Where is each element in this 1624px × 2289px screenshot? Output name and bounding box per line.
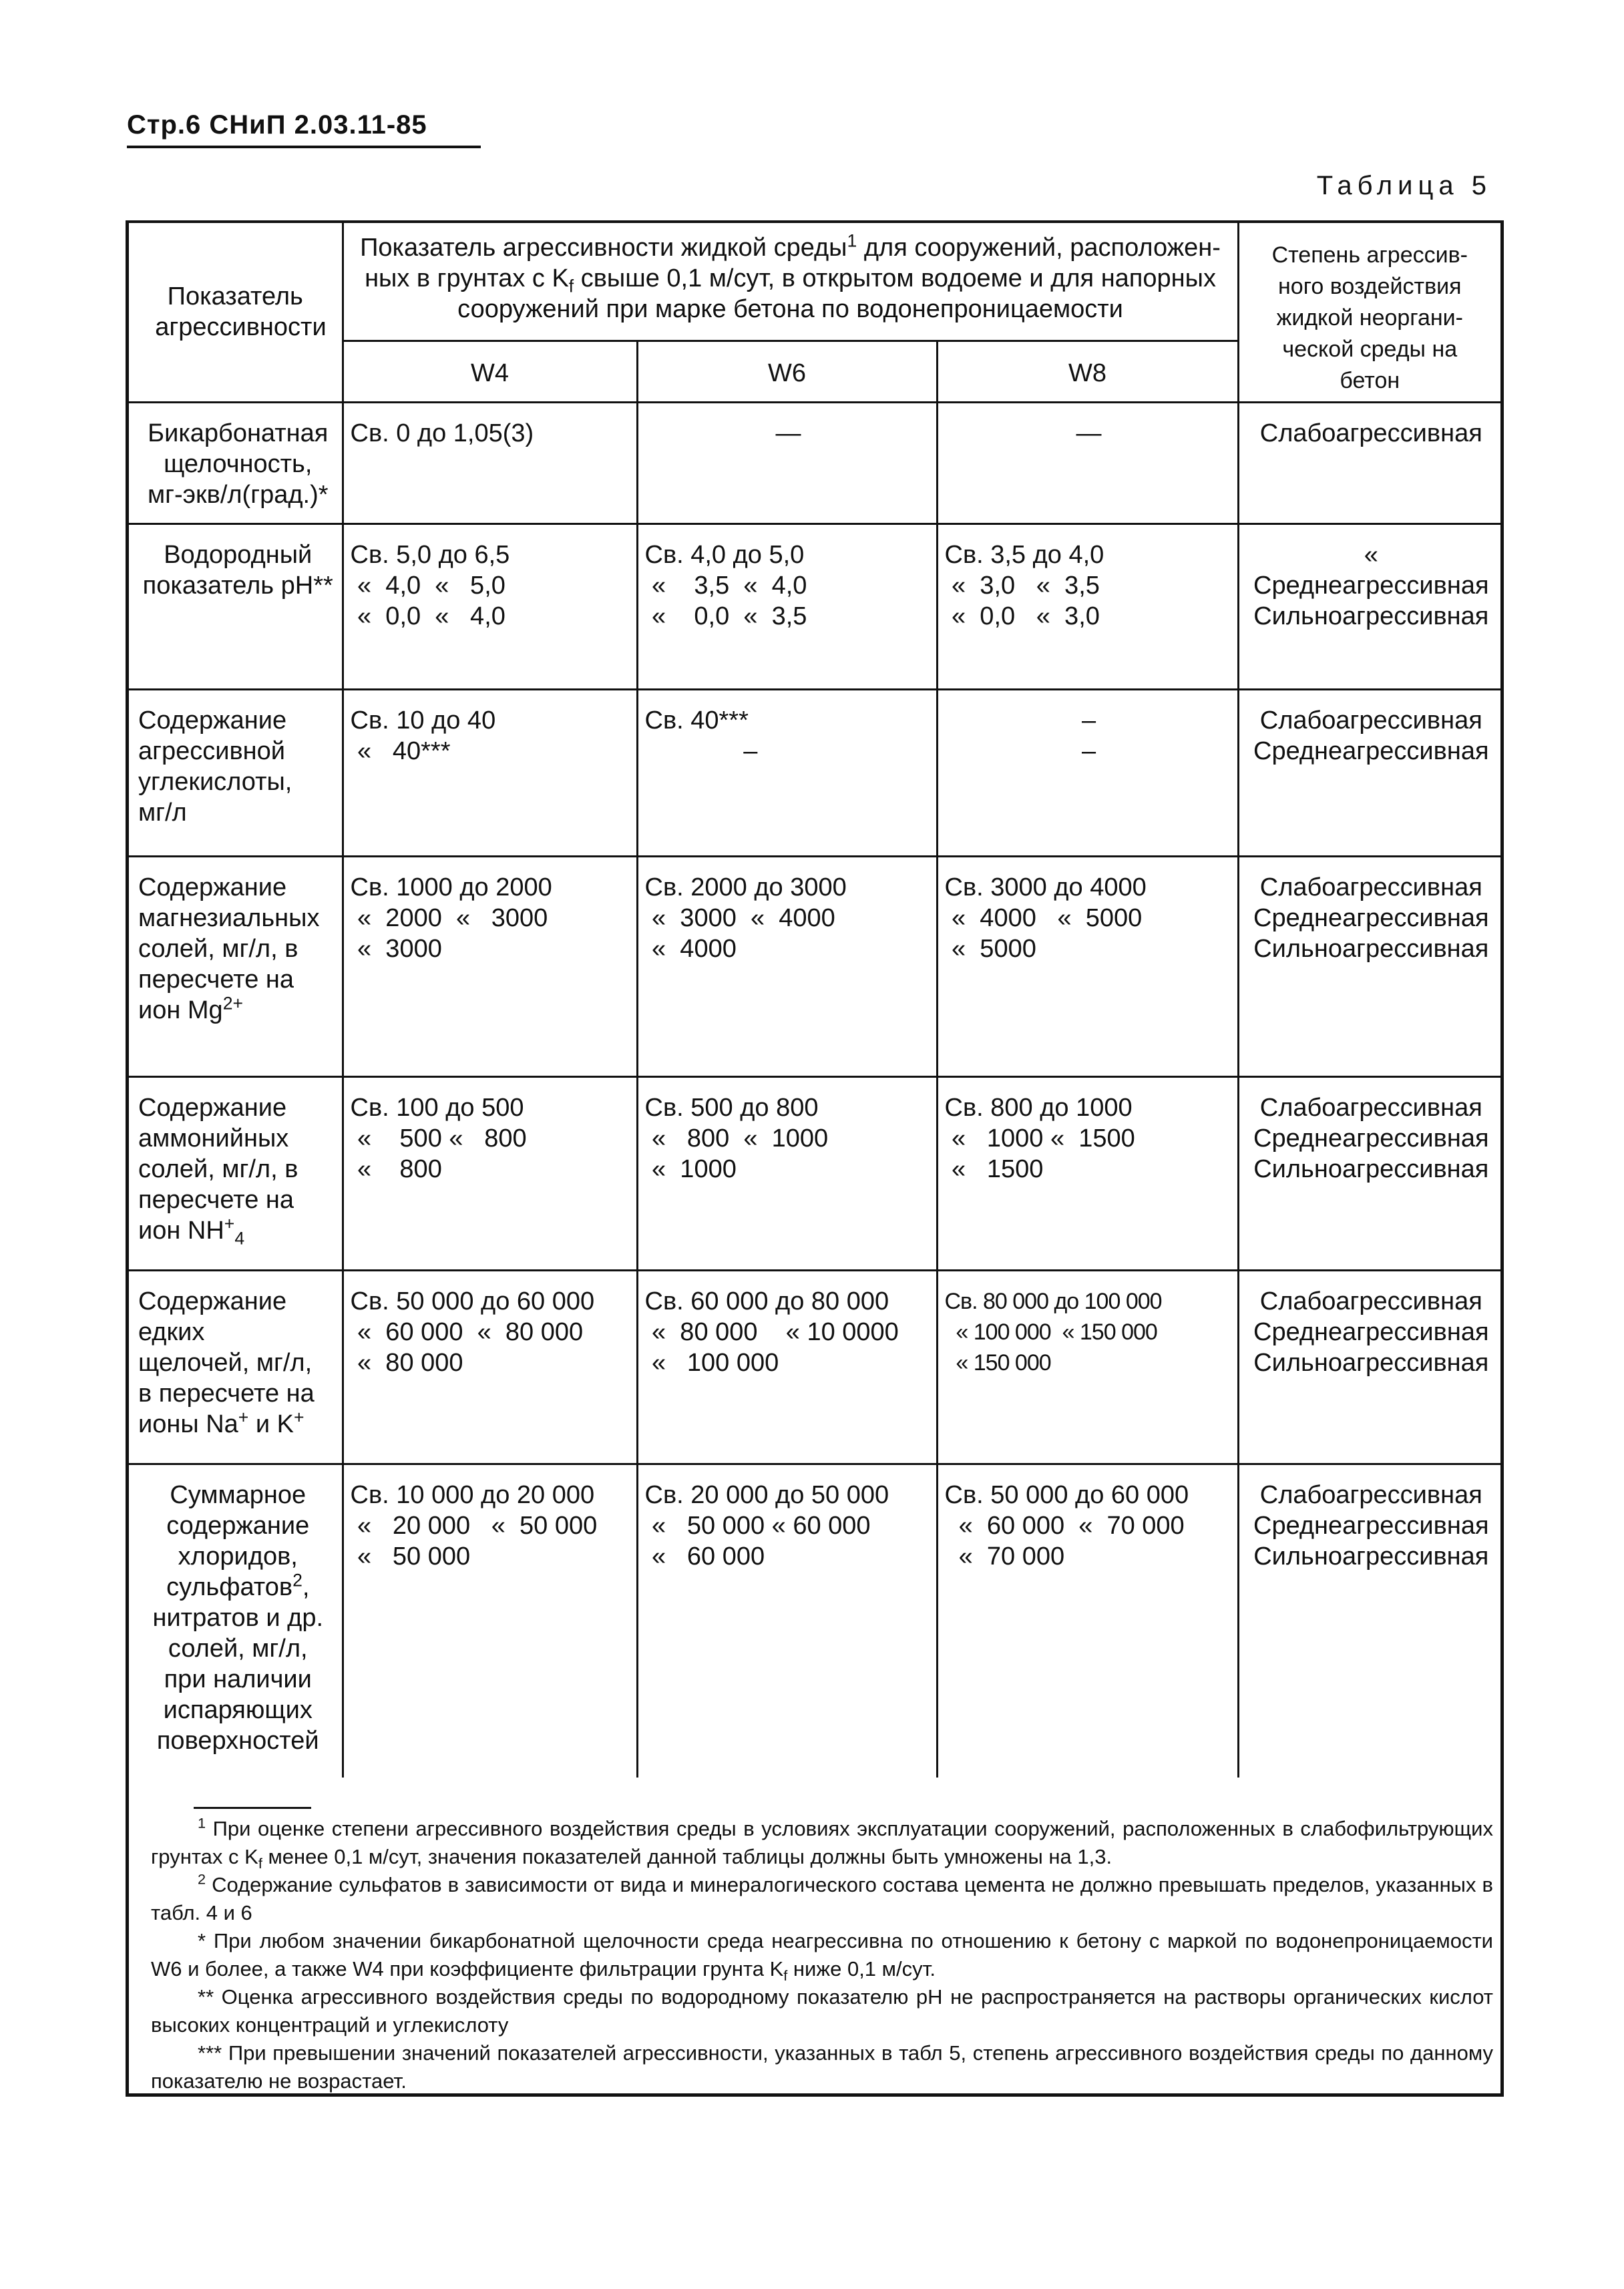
footnote-5-text: *** При превышении значений показателей агрессивности, указанных в табл 5, степень агрессивного воздействия среды по данному показателю не возрастает. — [151, 2041, 1493, 2093]
header-desc-sub: f — [568, 276, 574, 296]
footnote-1-text-a: При оценке степени агрессивного воздействия среды в условиях эксплуатации сооружений, расположенных в слабофильтрующих грунтах с K — [151, 1817, 1493, 1868]
cell-degree: « Среднеагрессивная Сильноагрессивная — [1238, 524, 1500, 689]
cell-degree: Слабоагрессивная Среднеагрессивная Сильноагрессивная — [1238, 1270, 1500, 1464]
cell-w8: — — [937, 402, 1238, 524]
indicator-text: Содержание едких щелочей, мг/л, в пересчете на ионы Na — [138, 1287, 315, 1438]
cell-w6: — — [637, 402, 937, 524]
header-desc-line1: Показатель агрессивности жидкой среды — [360, 234, 847, 262]
cell-degree: Слабоагрессивная Среднеагрессивная Сильноагрессивная — [1238, 856, 1500, 1076]
cell-w6: Св. 4,0 до 5,0 « 3,5 « 4,0 « 0,0 « 3,5 — [637, 524, 937, 689]
footnote-3-text-b: ниже 0,1 м/сут. — [787, 1957, 936, 1981]
cell-w8: Св. 3,5 до 4,0 « 3,0 « 3,5 « 0,0 « 3,0 — [937, 524, 1238, 689]
cell-w6: Св. 60 000 до 80 000 « 80 000 « 10 0000 « 100 000 — [637, 1270, 937, 1464]
cell-w8: Св. 50 000 до 60 000 « 60 000 « 70 000 « 70 000 — [937, 1464, 1238, 1778]
footnote-2-text: Содержание сульфатов в зависимости от вида и минералогического состава цемента не должно превышать пределов, указанных в табл. 4 и 6 — [151, 1873, 1493, 1924]
header-grade-w8: W8 — [937, 341, 1238, 402]
indicator-sup: 2+ — [222, 992, 244, 1013]
cell-degree: Слабоагрессивная Среднеагрессивная — [1238, 689, 1500, 856]
footnote-4 — [151, 1983, 1493, 2039]
header-degree — [1238, 222, 1500, 402]
indicator-tail: , нитратов и др. солей, мг/л, при наличии испаряющих поверхностей — [152, 1573, 324, 1755]
cell-w4: Св. 100 до 500 « 500 « 800 « 800 — [343, 1076, 637, 1270]
cell-w4: Св. 5,0 до 6,5 « 4,0 « 5,0 « 0,0 « 4,0 — [343, 524, 637, 689]
cell-w8: Св. 3000 до 4000 « 4000 « 5000 « 5000 — [937, 856, 1238, 1076]
indicator-total-salts — [129, 1464, 343, 1778]
footnote-3 — [151, 1927, 1493, 1983]
header-underline — [127, 146, 481, 148]
indicator-ammonium — [129, 1076, 343, 1270]
indicator-bicarbonate — [129, 402, 343, 524]
header-indicator-text: Показатель агрессивности — [155, 282, 327, 342]
header-desc-line2b: свыше 0,1 м/сут, в открытом водоеме и для напорных — [574, 264, 1216, 292]
footnote-1-text-b: менее 0,1 м/сут, значения показателей данной таблицы должны быть умножены на 1,3. — [262, 1845, 1112, 1868]
footnote-4-text: ** Оценка агрессивного воздействия среды по водородному показателю pH не распространяется на растворы органических кислот высоких концентраций и углекислоту — [151, 1985, 1493, 2037]
indicator-magnesium — [129, 856, 343, 1076]
cell-w4: Св. 50 000 до 60 000 « 60 000 « 80 000 « 80 000 — [343, 1270, 637, 1464]
indicator-text: Содержание агрессивной углекислоты, мг/л — [138, 706, 292, 827]
header-description — [343, 222, 1238, 341]
footnote-2 — [151, 1871, 1493, 1927]
indicator-sup: + — [238, 1406, 249, 1427]
header-desc-line3: сооружений при марке бетона по водонепроницаемости — [457, 295, 1123, 323]
cell-w8: – – — [937, 689, 1238, 856]
indicator-text: Содержание магнезиальных солей, мг/л, в пересчете на ион Mg — [138, 873, 320, 1024]
cell-w6: Св. 20 000 до 50 000 « 50 000 « 60 000 « 60 000 — [637, 1464, 937, 1778]
cell-w8: Св. 80 000 до 100 000 « 100 000 « 150 000 « 150 000 — [937, 1270, 1238, 1464]
footnote-1-sub: f — [258, 1855, 262, 1872]
cell-w4: Св. 0 до 1,05(3) — [343, 402, 637, 524]
cell-w6: Св. 40*** – — [637, 689, 937, 856]
footnote-ref-1: 1 — [847, 230, 857, 251]
footnote-1 — [151, 1815, 1493, 1871]
footnote-2-mark: 2 — [198, 1870, 206, 1888]
indicator-sup: + — [224, 1213, 235, 1233]
footnote-3-sub: f — [783, 1967, 788, 1985]
header-desc-line2a: ных в грунтах с K — [365, 264, 569, 292]
cell-w4: Св. 10 000 до 20 000 « 20 000 « 50 000 « 50 000 — [343, 1464, 637, 1778]
cell-degree: Слабоагрессивная Среднеагрессивная Сильноагрессивная — [1238, 1076, 1500, 1270]
indicator-text: Суммарное содержание хлоридов, сульфатов — [166, 1480, 310, 1601]
cell-degree: Слабоагрессивная — [1238, 402, 1500, 524]
cell-degree: Слабоагрессивная Среднеагрессивная Сильноагрессивная — [1238, 1464, 1500, 1778]
cell-w4: Св. 10 до 40 « 40*** — [343, 689, 637, 856]
indicator-ph — [129, 524, 343, 689]
header-indicator — [129, 222, 343, 402]
footnote-1-mark: 1 — [198, 1814, 206, 1832]
footnote-5 — [151, 2039, 1493, 2095]
header-grade-w6: W6 — [637, 341, 937, 402]
page-header: Стр.6 СНиП 2.03.11-85 — [127, 110, 427, 140]
table-title: Таблица 5 — [1316, 171, 1492, 200]
indicator-carbonic-acid — [129, 689, 343, 856]
aggressiveness-table — [129, 220, 1500, 1778]
indicator-sup2: + — [294, 1406, 304, 1427]
indicator-mid: и K — [248, 1410, 294, 1438]
header-grade-w4: W4 — [343, 341, 637, 402]
cell-w6: Св. 2000 до 3000 « 3000 « 4000 « 4000 — [637, 856, 937, 1076]
indicator-text: Бикарбонатная щелочность, мг-экв/л(град.)* — [147, 419, 329, 509]
indicator-alkalis — [129, 1270, 343, 1464]
cell-w8: Св. 800 до 1000 « 1000 « 1500 « 1500 — [937, 1076, 1238, 1270]
cell-w4: Св. 1000 до 2000 « 2000 « 3000 « 3000 — [343, 856, 637, 1076]
indicator-sub: 4 — [234, 1228, 245, 1249]
header-desc-line1-tail: для сооружений, расположен- — [857, 234, 1221, 262]
footnote-rule — [194, 1807, 311, 1809]
footnote-3-text-a: * При любом значении бикарбонатной щелочности среда неагрессивна по отношению к бетону с маркой по водонепроницаемости W6 и более, а также W4 при коэффициенте фильтрации грунта K — [151, 1929, 1493, 1981]
header-degree-text: Степень агрессив- ного воздействия жидкой неоргани- ческой среды на бетон — [1271, 242, 1468, 393]
indicator-text: Содержание аммонийных солей, мг/л, в пересчете на ион NH — [138, 1093, 298, 1245]
footnotes — [151, 1815, 1493, 2095]
indicator-text: Водородный показатель pH** — [142, 540, 333, 600]
indicator-sup: 2 — [292, 1569, 302, 1590]
cell-w6: Св. 500 до 800 « 800 « 1000 « 1000 — [637, 1076, 937, 1270]
